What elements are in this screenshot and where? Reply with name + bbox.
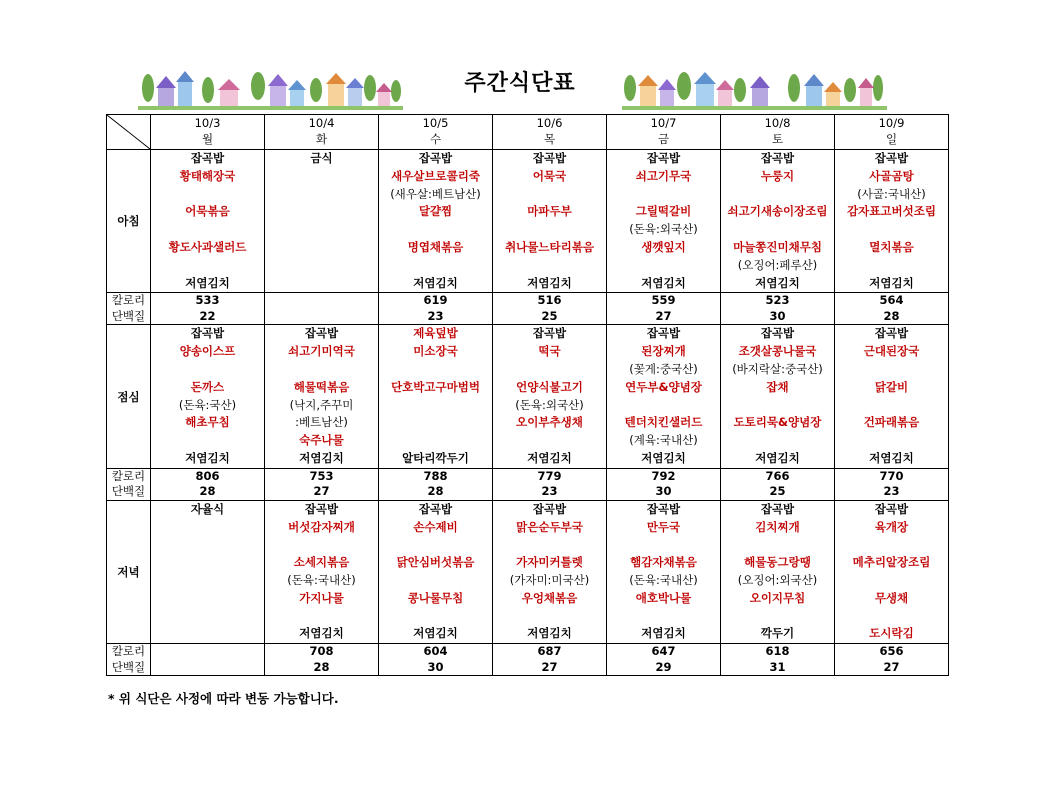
menu-item: 잡곡밥 xyxy=(304,326,339,341)
menu-item: 콩나물무침 xyxy=(407,590,464,605)
protein-value: 23 xyxy=(427,308,444,323)
menu-item xyxy=(379,572,492,590)
menu-item xyxy=(379,608,492,626)
header-row xyxy=(107,115,949,150)
menu-item: 저염김치 xyxy=(299,626,344,641)
menu-cell xyxy=(265,500,379,643)
menu-item xyxy=(721,608,834,626)
menu-item xyxy=(835,397,948,415)
menu-item: (돈육:외국산) xyxy=(515,397,584,412)
menu-item xyxy=(379,361,492,379)
menu-item: 오이지무침 xyxy=(749,590,806,605)
menu-item: 잡곡밥 xyxy=(646,151,681,165)
menu-item xyxy=(379,397,492,415)
menu-item: 어묵국 xyxy=(532,168,567,183)
menu-item: 생깻잎지 xyxy=(641,239,686,254)
day-name: 일 xyxy=(885,132,898,146)
menu-cell xyxy=(151,325,265,468)
menu-cell xyxy=(607,150,721,293)
menu-item: 도시락김 xyxy=(869,626,914,641)
protein-value: 28 xyxy=(883,308,900,323)
protein-value: 30 xyxy=(655,484,672,499)
menu-item xyxy=(493,186,606,204)
nutrition-cell xyxy=(607,644,721,676)
kcal-label: 칼로리 xyxy=(111,468,146,483)
menu-item xyxy=(493,221,606,239)
menu-item: (바지락살:중국산) xyxy=(732,361,823,376)
menu-item xyxy=(721,186,834,204)
menu-item: 저염김치 xyxy=(413,275,458,290)
nutrition-row xyxy=(107,644,949,676)
menu-item xyxy=(265,221,378,239)
menu-cell xyxy=(379,500,493,643)
menu-item: 마파두부 xyxy=(527,204,572,219)
day-name: 목 xyxy=(543,132,556,146)
menu-cell xyxy=(493,325,607,468)
menu-item: 텐더치킨샐러드 xyxy=(624,415,703,430)
day-name: 월 xyxy=(201,132,214,146)
menu-item xyxy=(835,221,948,239)
kcal-value: 788 xyxy=(423,468,448,483)
menu-item xyxy=(151,519,264,537)
menu-cell xyxy=(835,325,949,468)
menu-item: 그릴떡갈비 xyxy=(635,204,692,219)
menu-item xyxy=(151,186,264,204)
menu-item xyxy=(721,221,834,239)
menu-item: 잡곡밥 xyxy=(190,326,225,341)
day-header xyxy=(379,115,493,150)
nutrition-cell xyxy=(265,644,379,676)
protein-value: 27 xyxy=(313,484,330,499)
menu-item: 잡곡밥 xyxy=(532,501,567,516)
menu-item: :베트남산) xyxy=(295,415,348,430)
menu-cell xyxy=(379,150,493,293)
menu-item xyxy=(607,257,720,275)
menu-item xyxy=(379,221,492,239)
menu-item xyxy=(379,257,492,275)
menu-item: 쇠고기무국 xyxy=(635,168,692,183)
menu-item: 잡곡밥 xyxy=(874,326,909,341)
menu-cell xyxy=(379,325,493,468)
menu-item: 잡곡밥 xyxy=(190,151,225,165)
menu-cell xyxy=(151,150,265,293)
menu-item: 깍두기 xyxy=(760,626,795,641)
nutrition-cell xyxy=(265,468,379,500)
kcal-value: 619 xyxy=(423,293,448,308)
menu-item: 잡곡밥 xyxy=(760,326,795,341)
menu-item: 저염김치 xyxy=(527,450,572,465)
menu-item xyxy=(151,625,264,643)
menu-item xyxy=(379,536,492,554)
menu-item: 연두부&양념장 xyxy=(625,379,702,394)
meal-label: 점심 xyxy=(107,325,151,468)
menu-item: (새우살:베트남산) xyxy=(390,186,481,201)
menu-item xyxy=(835,432,948,450)
menu-item xyxy=(265,275,378,293)
nutrition-cell xyxy=(379,468,493,500)
menu-item: 버섯감자찌개 xyxy=(288,519,355,534)
protein-value: 29 xyxy=(655,659,672,674)
menu-item: 저염김치 xyxy=(869,450,914,465)
protein-value: 23 xyxy=(883,484,900,499)
menu-item: 미소장국 xyxy=(413,344,458,359)
menu-item: 해물동그랑땡 xyxy=(744,555,811,570)
menu-item xyxy=(607,186,720,204)
kcal-value: 687 xyxy=(537,644,562,659)
nutrition-label xyxy=(107,293,151,325)
day-name: 토 xyxy=(771,132,784,146)
protein-value: 28 xyxy=(313,659,330,674)
weekly-menu-table xyxy=(106,114,949,676)
menu-item: 가자미커틀렛 xyxy=(516,555,583,570)
nutrition-cell xyxy=(607,468,721,500)
menu-cell xyxy=(151,500,265,643)
protein-value: 27 xyxy=(541,659,558,674)
menu-cell xyxy=(835,150,949,293)
menu-item: 닭갈비 xyxy=(874,379,909,394)
menu-item: 돈까스 xyxy=(190,379,225,394)
meal-row xyxy=(107,150,949,293)
menu-item xyxy=(493,257,606,275)
nutrition-cell xyxy=(493,468,607,500)
kcal-value: 656 xyxy=(879,644,904,659)
menu-cell xyxy=(265,150,379,293)
kcal-value: 559 xyxy=(651,293,676,308)
day-header xyxy=(493,115,607,150)
menu-item xyxy=(151,221,264,239)
kcal-value: 618 xyxy=(765,644,790,659)
nutrition-cell xyxy=(151,468,265,500)
menu-item xyxy=(607,608,720,626)
menu-item: 감자표고버섯조림 xyxy=(847,204,936,219)
menu-item: 사골곰탕 xyxy=(869,168,914,183)
menu-item: (낙지,주꾸미 xyxy=(289,397,354,412)
menu-item: 저염김치 xyxy=(641,626,686,641)
day-date: 10/6 xyxy=(536,116,563,130)
menu-item: (오징어:페루산) xyxy=(737,257,818,272)
menu-item: 된장찌개 xyxy=(641,344,686,359)
menu-cell xyxy=(835,500,949,643)
menu-item: 해초무침 xyxy=(185,415,230,430)
nutrition-cell xyxy=(607,293,721,325)
protein-value: 27 xyxy=(883,659,900,674)
nutrition-cell xyxy=(151,293,265,325)
menu-item: 잡곡밥 xyxy=(532,151,567,165)
kcal-value: 770 xyxy=(879,468,904,483)
protein-label: 단백질 xyxy=(111,484,146,499)
meal-label: 저녁 xyxy=(107,500,151,643)
menu-item xyxy=(721,397,834,415)
menu-item: 쇠고기새송이장조림 xyxy=(727,204,828,219)
menu-item: 잡곡밥 xyxy=(304,501,339,516)
menu-item xyxy=(151,361,264,379)
protein-value: 27 xyxy=(655,308,672,323)
nutrition-row xyxy=(107,468,949,500)
footnote: * 위 식단은 사정에 따라 변동 가능합니다. xyxy=(108,691,339,706)
menu-item: 잡곡밥 xyxy=(760,501,795,516)
menu-item: 취나물느타리볶음 xyxy=(505,239,594,254)
kcal-value: 516 xyxy=(537,293,562,308)
menu-item xyxy=(607,397,720,415)
menu-item: (꽃게:중국산) xyxy=(629,361,698,376)
protein-value: 28 xyxy=(199,484,216,499)
day-header xyxy=(607,115,721,150)
nutrition-row xyxy=(107,293,949,325)
menu-item xyxy=(265,536,378,554)
menu-item: 새우살브로콜리죽 xyxy=(391,168,480,183)
menu-item: 마늘쫑진미채무침 xyxy=(733,239,822,254)
kcal-value: 806 xyxy=(195,468,220,483)
menu-item xyxy=(493,608,606,626)
menu-item: 자율식 xyxy=(190,501,225,516)
menu-item: 떡국 xyxy=(538,344,561,359)
menu-item xyxy=(151,590,264,608)
menu-item: 건파래볶음 xyxy=(863,415,920,430)
menu-item xyxy=(493,536,606,554)
day-header xyxy=(151,115,265,150)
menu-item: (돈육:국내산) xyxy=(629,572,698,587)
menu-item: 저염김치 xyxy=(755,275,800,290)
corner-cell xyxy=(107,115,151,150)
page-title: 주간식단표 xyxy=(464,71,576,96)
menu-item: 저염김치 xyxy=(185,450,230,465)
nutrition-cell xyxy=(493,644,607,676)
menu-item: 황태해장국 xyxy=(179,168,236,183)
menu-item xyxy=(151,432,264,450)
menu-item xyxy=(151,554,264,572)
menu-item: 저염김치 xyxy=(527,626,572,641)
day-date: 10/4 xyxy=(308,116,335,130)
kcal-value: 708 xyxy=(309,644,334,659)
menu-item: 단호박고구마범벅 xyxy=(391,379,480,394)
menu-item xyxy=(835,572,948,590)
nutrition-cell xyxy=(379,293,493,325)
menu-item: 잡곡밥 xyxy=(532,326,567,341)
day-date: 10/7 xyxy=(650,116,677,130)
nutrition-cell xyxy=(721,468,835,500)
menu-item: (사골:국내산) xyxy=(857,186,926,201)
day-header xyxy=(721,115,835,150)
protein-value: 30 xyxy=(769,308,786,323)
menu-item: 저염김치 xyxy=(185,275,230,290)
menu-item: 저염김치 xyxy=(413,626,458,641)
village-illustration-right xyxy=(622,66,887,110)
menu-item: 잡곡밥 xyxy=(760,151,795,165)
menu-item: 해물떡볶음 xyxy=(293,379,350,394)
protein-value: 25 xyxy=(769,484,786,499)
menu-item: 닭안심버섯볶음 xyxy=(396,555,475,570)
day-date: 10/5 xyxy=(422,116,449,130)
nutrition-cell xyxy=(379,644,493,676)
menu-item: (돈육:국산) xyxy=(178,397,237,412)
menu-item: 저염김치 xyxy=(641,275,686,290)
menu-item: 잡곡밥 xyxy=(646,326,681,341)
menu-item xyxy=(265,186,378,204)
menu-item: 소세지볶음 xyxy=(293,555,350,570)
menu-item xyxy=(151,608,264,626)
menu-item: 조갯살콩나물국 xyxy=(738,344,817,359)
menu-item: 저염김치 xyxy=(755,450,800,465)
menu-item: 햄감자채볶음 xyxy=(630,555,697,570)
menu-item: 저염김치 xyxy=(527,275,572,290)
menu-item: 근대된장국 xyxy=(863,344,920,359)
menu-item: 잡곡밥 xyxy=(874,501,909,516)
protein-value: 28 xyxy=(427,484,444,499)
protein-value: 30 xyxy=(427,659,444,674)
diagonal-line-icon xyxy=(107,115,150,149)
menu-item: (돈육:국내산) xyxy=(287,572,356,587)
day-header xyxy=(835,115,949,150)
menu-item: 우엉채볶음 xyxy=(521,590,578,605)
nutrition-cell xyxy=(493,293,607,325)
menu-item xyxy=(379,414,492,432)
menu-item xyxy=(151,257,264,275)
menu-item: 어묵볶음 xyxy=(185,204,230,219)
menu-item: 누룽지 xyxy=(760,168,795,183)
nutrition-cell xyxy=(835,468,949,500)
menu-item: 잡채 xyxy=(766,379,789,394)
menu-item xyxy=(265,239,378,257)
day-header xyxy=(265,115,379,150)
kcal-value: 533 xyxy=(195,293,220,308)
menu-item: 맑은순두부국 xyxy=(516,519,583,534)
menu-item: (계육:국내산) xyxy=(629,433,698,448)
meal-row xyxy=(107,325,949,468)
menu-item: 달걀찜 xyxy=(418,204,453,219)
menu-item: 육개장 xyxy=(874,519,909,534)
menu-item: (돈육:외국산) xyxy=(629,222,698,237)
nutrition-label xyxy=(107,468,151,500)
menu-cell xyxy=(721,325,835,468)
menu-item xyxy=(493,361,606,379)
menu-item xyxy=(493,432,606,450)
menu-item: 금식 xyxy=(310,151,333,165)
menu-item: 잡곡밥 xyxy=(646,501,681,516)
menu-cell xyxy=(607,500,721,643)
day-name: 수 xyxy=(429,132,442,146)
day-name: 금 xyxy=(657,132,670,146)
day-date: 10/9 xyxy=(878,116,905,130)
day-date: 10/8 xyxy=(764,116,791,130)
menu-item: 도토리묵&양념장 xyxy=(733,415,822,430)
nutrition-label xyxy=(107,644,151,676)
menu-item: 명엽채볶음 xyxy=(407,239,464,254)
protein-label: 단백질 xyxy=(111,308,146,323)
menu-item: 메추리알장조림 xyxy=(852,555,931,570)
kcal-label: 칼로리 xyxy=(111,644,146,659)
menu-item: 저염김치 xyxy=(299,450,344,465)
menu-item: (오징어:외국산) xyxy=(737,572,818,587)
menu-item xyxy=(265,257,378,275)
nutrition-cell xyxy=(721,644,835,676)
menu-item xyxy=(835,361,948,379)
kcal-value: 779 xyxy=(537,468,562,483)
nutrition-cell xyxy=(265,293,379,325)
menu-item: 가지나물 xyxy=(299,590,344,605)
menu-item xyxy=(151,536,264,554)
day-name: 화 xyxy=(315,132,328,146)
kcal-value: 792 xyxy=(651,468,676,483)
menu-item xyxy=(265,168,378,186)
kcal-value: 766 xyxy=(765,468,790,483)
protein-value: 25 xyxy=(541,308,558,323)
menu-item: 멸치볶음 xyxy=(869,239,914,254)
menu-cell xyxy=(607,325,721,468)
menu-item: 저염김치 xyxy=(641,450,686,465)
menu-item: 저염김치 xyxy=(869,275,914,290)
village-illustration-left xyxy=(138,66,403,110)
menu-item: 쇠고기미역국 xyxy=(288,344,355,359)
menu-item: 잡곡밥 xyxy=(874,151,909,165)
menu-item xyxy=(607,536,720,554)
kcal-value: 604 xyxy=(423,644,448,659)
menu-item: (가자미:미국산) xyxy=(509,572,590,587)
nutrition-cell xyxy=(151,644,265,676)
menu-item xyxy=(265,203,378,221)
meal-label: 아침 xyxy=(107,150,151,293)
menu-cell xyxy=(265,325,379,468)
meal-row xyxy=(107,500,949,643)
menu-item xyxy=(265,361,378,379)
menu-item: 제육덮밥 xyxy=(413,326,458,341)
menu-item: 언양식불고기 xyxy=(516,379,583,394)
kcal-value: 523 xyxy=(765,293,790,308)
protein-value: 22 xyxy=(199,308,216,323)
menu-item: 무생채 xyxy=(874,590,909,605)
menu-item: 만두국 xyxy=(646,519,681,534)
menu-item xyxy=(265,608,378,626)
menu-item: 잡곡밥 xyxy=(418,501,453,516)
menu-item xyxy=(835,608,948,626)
protein-value: 31 xyxy=(769,659,786,674)
menu-item: 오이부추생채 xyxy=(516,415,583,430)
nutrition-cell xyxy=(835,293,949,325)
menu-item xyxy=(151,572,264,590)
kcal-value: 753 xyxy=(309,468,334,483)
kcal-value: 647 xyxy=(651,644,676,659)
menu-item xyxy=(835,536,948,554)
kcal-label: 칼로리 xyxy=(111,293,146,308)
nutrition-cell xyxy=(835,644,949,676)
menu-cell xyxy=(721,150,835,293)
menu-item xyxy=(721,432,834,450)
menu-item: 잡곡밥 xyxy=(418,151,453,165)
menu-item: 김치찌개 xyxy=(755,519,800,534)
menu-item: 손수제비 xyxy=(413,519,458,534)
menu-cell xyxy=(493,150,607,293)
menu-item: 양송이스프 xyxy=(179,344,236,359)
menu-cell xyxy=(721,500,835,643)
menu-item: 애호박나물 xyxy=(635,590,692,605)
menu-item: 숙주나물 xyxy=(299,433,344,448)
day-date: 10/3 xyxy=(194,116,221,130)
protein-value: 23 xyxy=(541,484,558,499)
menu-item: 황도사과샐러드 xyxy=(168,239,247,254)
nutrition-cell xyxy=(721,293,835,325)
menu-item: 알타리깍두기 xyxy=(402,450,469,465)
menu-cell xyxy=(493,500,607,643)
menu-item xyxy=(835,257,948,275)
menu-item xyxy=(379,432,492,450)
protein-label: 단백질 xyxy=(111,659,146,674)
menu-item xyxy=(721,536,834,554)
kcal-value: 564 xyxy=(879,293,904,308)
